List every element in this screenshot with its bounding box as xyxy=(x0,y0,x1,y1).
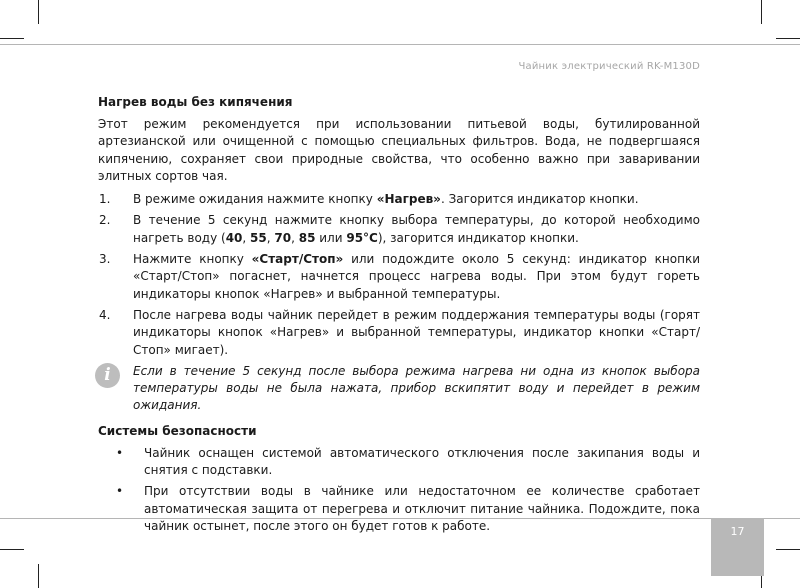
crop-mark xyxy=(38,0,39,24)
list-item xyxy=(98,251,700,303)
step-text: или xyxy=(315,230,347,245)
steps-list xyxy=(98,191,700,359)
step-text: , xyxy=(266,230,275,245)
bullet-text: При отсутствии воды в чайнике или недостаточном ее количестве сработает автоматическая защита от перегрева и отключит питание чайника. Подождите, пока чайник остынет, после этого он будет готов к работе. xyxy=(144,484,700,533)
step-text: . Загорится индикатор кнопки. xyxy=(440,192,639,207)
step-text: В режиме ожидания нажмите кнопку xyxy=(133,192,377,207)
footer-rule xyxy=(0,518,800,519)
step-number: 3. xyxy=(99,252,111,267)
crop-mark xyxy=(0,38,24,39)
step-text: , xyxy=(242,230,251,245)
info-note xyxy=(98,363,700,415)
step-number: 4. xyxy=(99,307,111,322)
list-item xyxy=(98,483,700,535)
crop-mark xyxy=(38,564,39,588)
list-item xyxy=(98,307,700,359)
step-bold: «Нагрев» xyxy=(376,192,441,207)
page-content xyxy=(98,94,700,539)
safety-list xyxy=(98,445,700,535)
bullet: • xyxy=(116,445,124,460)
step-bold: «Старт/Стоп» xyxy=(251,252,344,267)
step-text: В течение 5 секунд нажмите кнопку выбора температуры, до которой необходимо нагреть воду ( xyxy=(133,213,700,245)
bullet: • xyxy=(116,484,124,499)
step-text: ), загорится индикатор кнопки. xyxy=(377,230,579,245)
crop-mark xyxy=(761,0,762,24)
info-note-text: Если в течение 5 секунд после выбора режима нагрева ни одна из кнопок выбора температуры воды не была нажата, прибор вскипятит воду и перейдет в режим ожидания. xyxy=(133,363,700,413)
step-bold: 70 xyxy=(274,230,292,245)
step-text: , xyxy=(291,230,299,245)
section-intro: Этот режим рекомендуется при использовании питьевой воды, бутилированной артезианской или очищенной с помощью специальных фильтров. Вода, не подвергшаяся кипячению, сохраняет свои природные свойства, что особенно важно при заваривании элитных сортов чая. xyxy=(98,117,700,183)
step-bold: 55 xyxy=(250,230,267,245)
info-icon: i xyxy=(95,363,120,388)
crop-mark xyxy=(776,549,800,550)
bullet-text: Чайник оснащен системой автоматического отключения после закипания воды и снятия с подставки. xyxy=(144,445,700,478)
step-text: Нажмите кнопку xyxy=(133,252,252,267)
list-item xyxy=(98,445,700,480)
step-number: 1. xyxy=(99,192,111,207)
section-heading-safety: Системы безопасности xyxy=(98,423,257,438)
crop-mark xyxy=(0,549,24,550)
step-bold: 85 xyxy=(298,230,316,245)
step-bold: 40 xyxy=(225,230,243,245)
step-text: После нагрева воды чайник перейдет в режим поддержания температуры воды (горят индикаторы кнопок «Нагрев» и выбранной температуры, индикатор кнопки «Старт/Стоп» мигает). xyxy=(133,307,700,357)
list-item xyxy=(98,212,700,247)
step-number: 2. xyxy=(99,213,111,228)
list-item xyxy=(98,191,700,208)
header-rule xyxy=(0,44,800,45)
step-bold: 95°С xyxy=(346,230,378,245)
crop-mark xyxy=(776,38,800,39)
running-header: Чайник электрический RK-M130D xyxy=(518,61,700,72)
section-heading-heating: Нагрев воды без кипячения xyxy=(98,95,293,109)
page-number: 17 xyxy=(730,525,745,538)
step-text: или подождите около 5 секунд: индикатор кнопки «Старт/Стоп» погаснет, начнется процесс нагрева воды. При этом будут гореть индикаторы кнопок «Нагрев» и выбранной температуры. xyxy=(133,252,701,301)
